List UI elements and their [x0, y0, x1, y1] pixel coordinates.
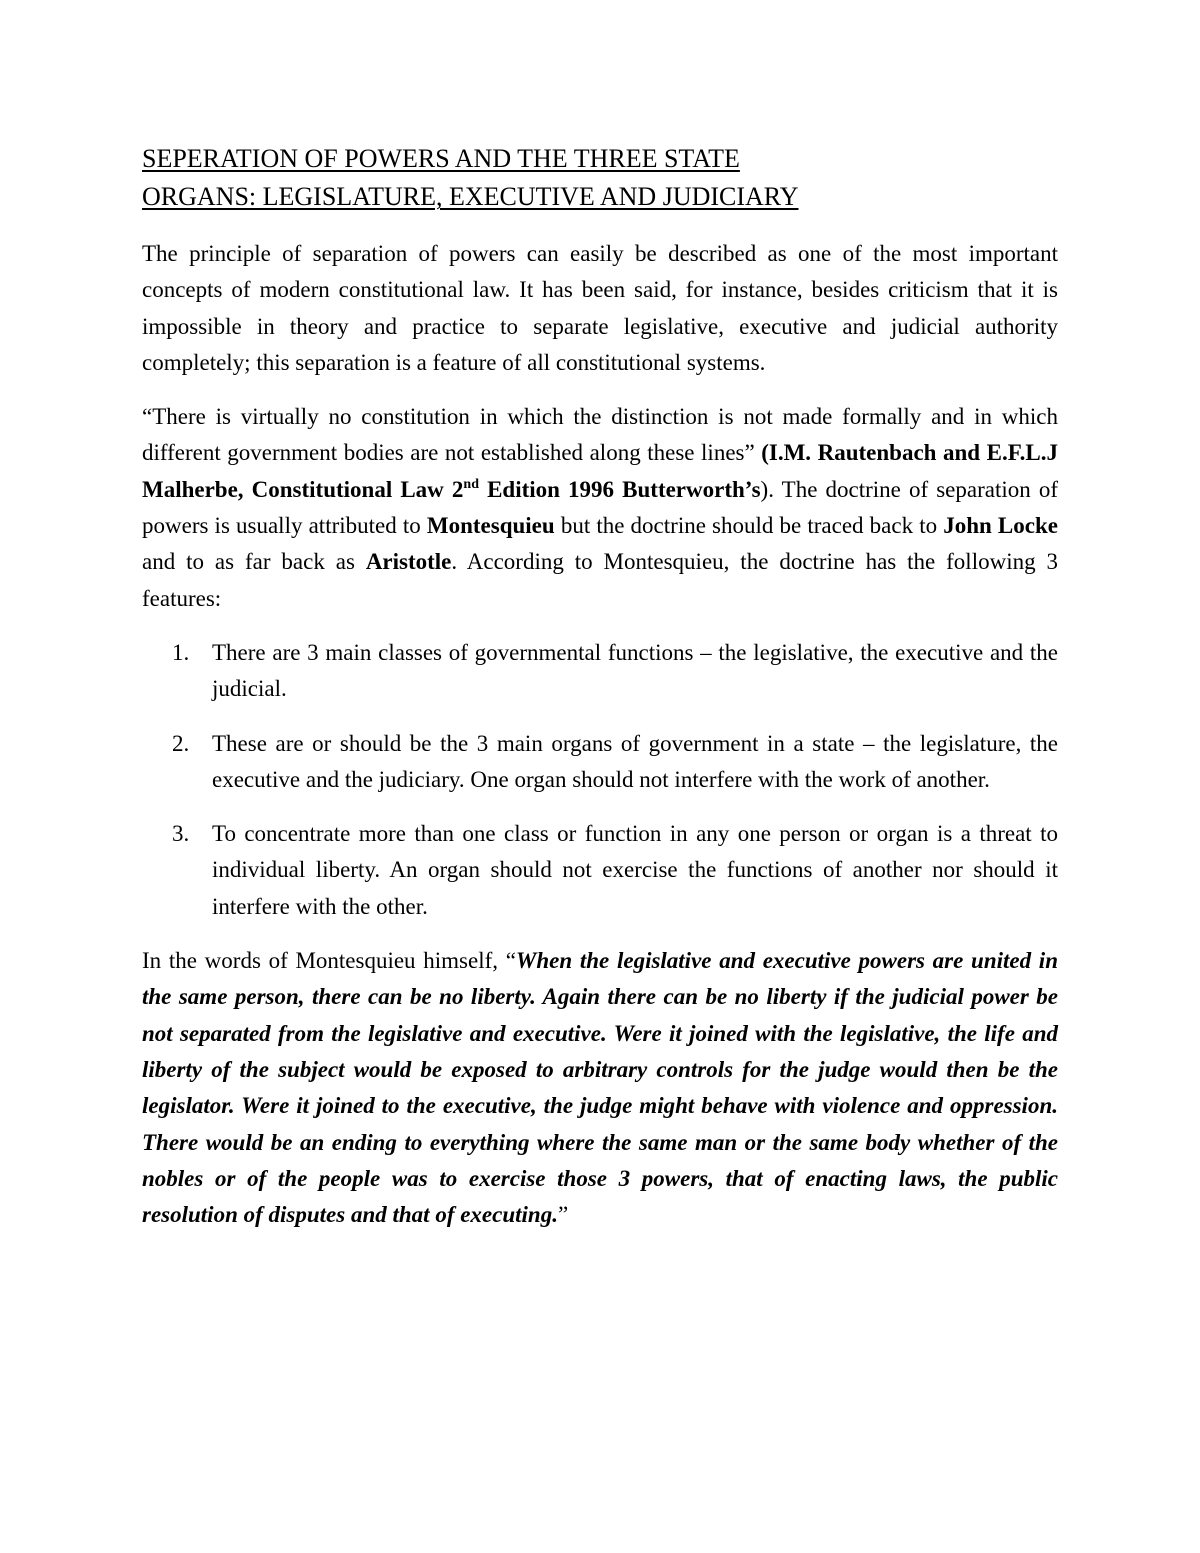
features-list [142, 635, 1058, 925]
title-line-2: ORGANS: LEGISLATURE, EXECUTIVE AND JUDICIARY [142, 182, 799, 211]
name-aristotle: Aristotle [365, 549, 452, 575]
list-item-text: To concentrate more than one class or function in any one person or organ is a threat to individual liberty. An organ should not exercise the functions of another nor should it interfere with the other. [212, 821, 1058, 919]
list-number: 3. [172, 821, 190, 847]
name-montesquieu: Montesquieu [426, 513, 555, 539]
intro-paragraph: The principle of separation of powers can easily be described as one of the most important concepts of modern constitutional law. It has been said, for instance, besides criticism that it is impossible in theory and practice to separate legislative, executive and judicial authority completely; this separation is a feature of all constitutional systems. [142, 241, 1058, 375]
list-item-text: There are 3 main classes of governmental functions – the legislative, the executive and the judicial. [212, 639, 1058, 702]
title-line-1: SEPERATION OF POWERS AND THE THREE STATE [142, 144, 740, 173]
citation: (I.M. Rautenbach and E.F.L.J Malherbe, Constitutional Law 2nd Edition 1996 Butterworth’s [142, 440, 1058, 502]
list-number: 1. [172, 639, 190, 665]
page-title [142, 140, 1058, 216]
list-item [142, 726, 1058, 799]
list-item [142, 816, 1058, 925]
montesquieu-quote: When the legislative and executive powers are united in the same person, there can be no liberty. Again there can be no liberty if the judicial power be not separated from the legislative and executive. Were it joined with the legislative, the life and liberty of the subject would be exposed to arbitrary controls for the judge would then be the legislator. Were it joined to the executive, the judge might behave with violence and oppression. There would be an ending to everything where the same man or the same body whether of the nobles or of the people was to exercise those 3 powers, that of enacting laws, the public resolution of disputes and that of executing. [142, 948, 1058, 1228]
list-item [142, 635, 1058, 708]
doctrine-paragraph: “There is virtually no constitution in which the distinction is not made formally and in which different government bodies are not established along these lines” (I.M. Rautenbach and E.F.L.J Malherbe, Constitutional Law 2nd Edition 1996 Butterworth’s). The doctrine of separation of powers is usually attributed to Montesquieu but the doctrine should be traced back to John Locke and to as far back as Aristotle. According to Montesquieu, the doctrine has the following 3 features: [142, 404, 1058, 611]
list-number: 2. [172, 730, 190, 756]
constitution-quote: “There is virtually no constitution in which the distinction is not made formally and in which different government bodies are not established along these lines” [142, 404, 1058, 466]
montesquieu-quote-paragraph: In the words of Montesquieu himself, “When the legislative and executive powers are united in the same person, there can be no liberty. Again there can be no liberty if the judicial power be not separated from the legislative and executive. Were it joined with the legislative, the life and liberty of the subject would be exposed to arbitrary controls for the judge would then be the legislator. Were it joined to the executive, the judge might behave with violence and oppression. There would be an ending to everything where the same man or the same body whether of the nobles or of the people was to exercise those 3 powers, that of enacting laws, the public resolution of disputes and that of executing.” [142, 948, 1058, 1228]
list-item-text: These are or should be the 3 main organs of government in a state – the legislature, the executive and the judiciary. One organ should not interfere with the work of another. [212, 730, 1058, 792]
name-john-locke: John Locke [943, 513, 1058, 539]
document-page [142, 140, 1058, 1251]
citation-superscript: nd [463, 476, 479, 492]
